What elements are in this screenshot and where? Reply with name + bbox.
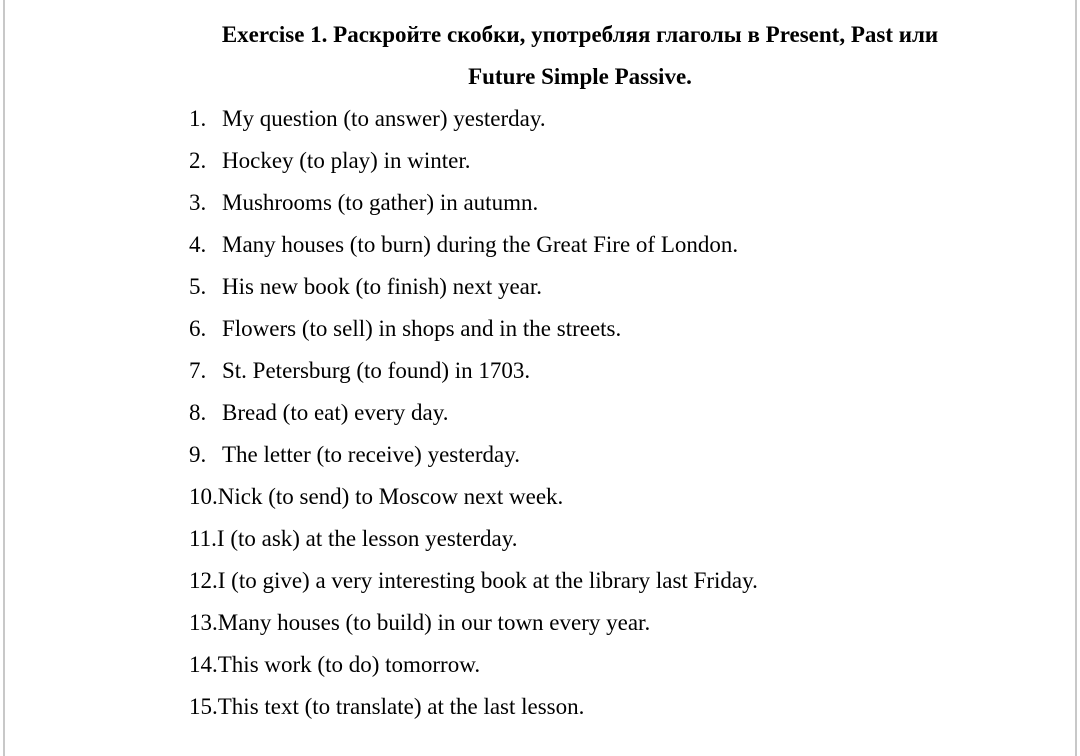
list-item (189, 644, 758, 686)
list-item (189, 560, 758, 602)
item-number: 8. (189, 400, 207, 425)
item-text: I (to give) a very interesting book at the library last Friday. (217, 568, 758, 593)
exercise-title-line-2: Future Simple Passive. (468, 64, 692, 89)
item-number: 9. (189, 442, 207, 467)
page-border-right (1075, 0, 1077, 756)
list-item (189, 98, 758, 140)
item-text: Hockey (to play) in winter. (222, 148, 471, 173)
item-number: 1. (189, 106, 207, 131)
item-number: 4. (189, 232, 207, 257)
list-item (189, 434, 758, 476)
item-number: 3. (189, 190, 207, 215)
item-text: Nick (to send) to Moscow next week. (217, 484, 564, 509)
item-number: 11. (189, 526, 217, 551)
list-item (189, 266, 758, 308)
exercise-list (189, 98, 758, 728)
item-text: My question (to answer) yesterday. (222, 106, 546, 131)
item-text: This work (to do) tomorrow. (217, 652, 481, 677)
item-number: 14. (189, 652, 218, 677)
item-number: 15. (189, 694, 218, 719)
list-item (189, 686, 758, 728)
list-item (189, 476, 758, 518)
item-text: St. Petersburg (to found) in 1703. (222, 358, 531, 383)
exercise-title (160, 14, 1000, 98)
list-item (189, 308, 758, 350)
list-item (189, 518, 758, 560)
item-number: 5. (189, 274, 207, 299)
item-text: Bread (to eat) every day. (222, 400, 449, 425)
item-number: 2. (189, 148, 207, 173)
list-item (189, 182, 758, 224)
item-text: Many houses (to burn) during the Great Fire of London. (222, 232, 739, 257)
item-number: 12. (189, 568, 218, 593)
item-text: The letter (to receive) yesterday. (222, 442, 520, 467)
list-item (189, 602, 758, 644)
list-item (189, 392, 758, 434)
item-text: This text (to translate) at the last lesson. (217, 694, 585, 719)
list-item (189, 224, 758, 266)
item-text: Flowers (to sell) in shops and in the streets. (222, 316, 622, 341)
page-border-left (3, 0, 5, 756)
list-item (189, 350, 758, 392)
item-number: 13. (189, 610, 218, 635)
item-number: 7. (189, 358, 207, 383)
item-text: Mushrooms (to gather) in autumn. (222, 190, 539, 215)
exercise-title-line-1: Exercise 1. Раскройте скобки, употребляя глаголы в Present, Past или (221, 22, 939, 47)
list-item (189, 140, 758, 182)
item-text: Many houses (to build) in our town every year. (217, 610, 651, 635)
item-text: I (to ask) at the lesson yesterday. (216, 526, 518, 551)
item-number: 10. (189, 484, 218, 509)
item-text: His new book (to finish) next year. (222, 274, 543, 299)
item-number: 6. (189, 316, 207, 341)
